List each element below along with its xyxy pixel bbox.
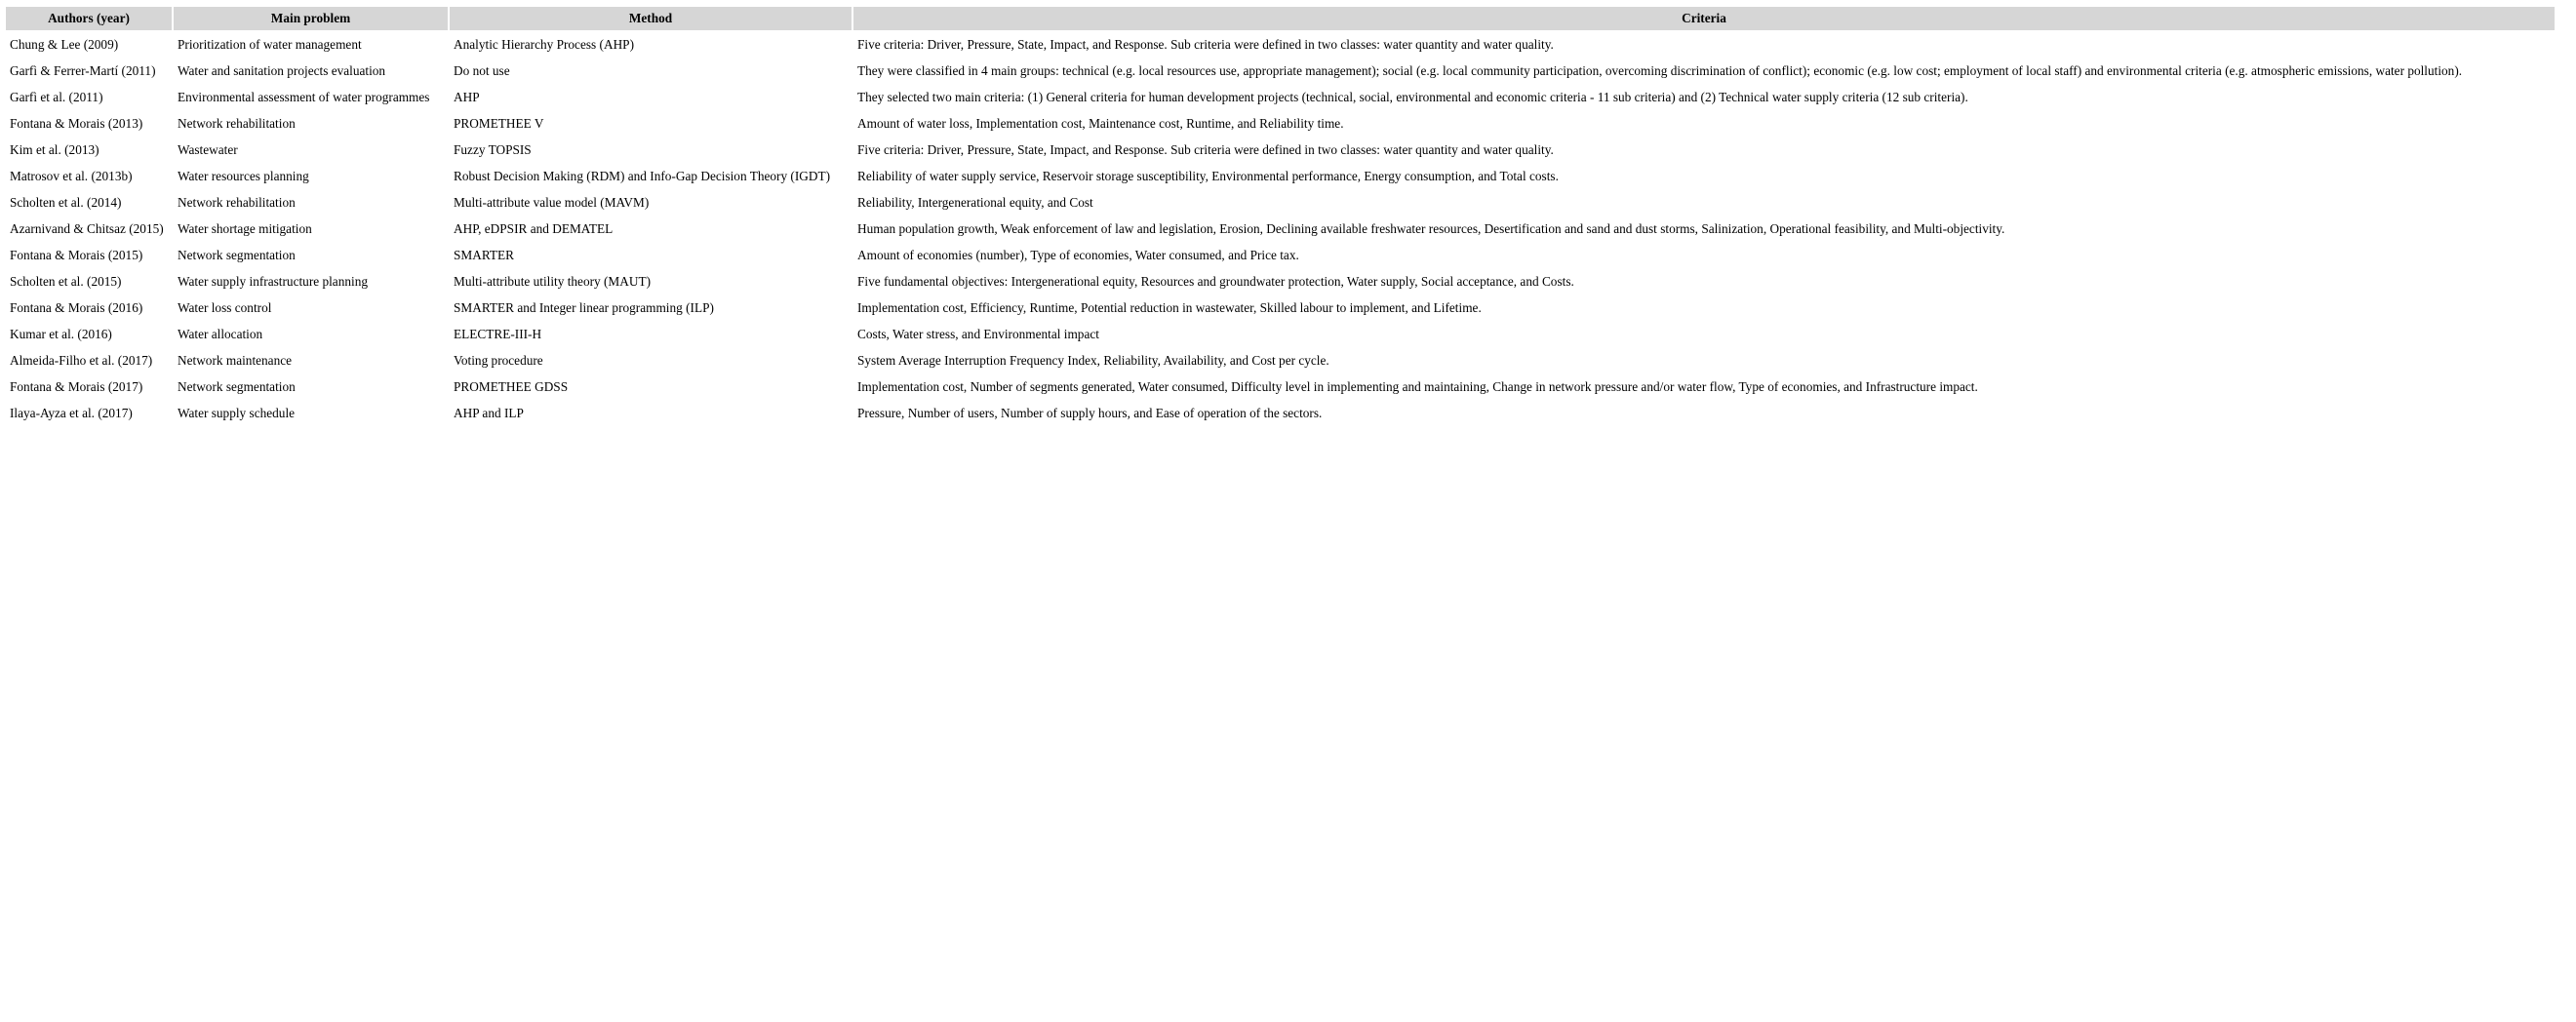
cell-main-problem: Water supply schedule — [178, 405, 296, 420]
cell-criteria: Pressure, Number of users, Number of supply hours, and Ease of operation of the sectors. — [857, 405, 1323, 420]
cell-method: AHP, eDPSIR and DEMATEL — [454, 220, 614, 236]
header-row — [6, 7, 2555, 30]
cell-main-problem: Network segmentation — [178, 378, 296, 394]
cell-main-problem: Water and sanitation projects evaluation — [178, 62, 386, 78]
cell-criteria: Amount of economies (number), Type of economies, Water consumed, and Price tax. — [857, 247, 1299, 262]
literature-review-table — [4, 5, 2556, 427]
cell-method: PROMETHEE V — [454, 115, 544, 131]
header-criteria: Criteria — [853, 7, 2555, 30]
table-row — [6, 243, 2555, 267]
cell-criteria: Costs, Water stress, and Environmental impact — [857, 326, 1099, 341]
table-row — [6, 401, 2555, 425]
cell-authors-year: Scholten et al. (2015) — [10, 273, 122, 289]
cell-method: PROMETHEE GDSS — [454, 378, 569, 394]
cell-criteria: Reliability, Intergenerational equity, and Cost — [857, 194, 1093, 210]
cell-criteria: Five criteria: Driver, Pressure, State, Impact, and Response. Sub criteria were defined in two classes: water quantity and water quality. — [857, 141, 1554, 157]
cell-method: Do not use — [454, 62, 510, 78]
table-row — [6, 269, 2555, 294]
cell-criteria: Five fundamental objectives: Intergenerational equity, Resources and groundwater protection, Water supply, Social acceptance, and Costs. — [857, 273, 1574, 289]
cell-authors-year: Scholten et al. (2014) — [10, 194, 122, 210]
cell-authors-year: Matrosov et al. (2013b) — [10, 168, 133, 183]
table-header — [6, 7, 2555, 30]
cell-authors-year: Ilaya-Ayza et al. (2017) — [10, 405, 133, 420]
header-method: Method — [450, 7, 852, 30]
cell-authors-year: Fontana & Morais (2013) — [10, 115, 143, 131]
cell-method: Multi-attribute utility theory (MAUT) — [454, 273, 652, 289]
cell-main-problem: Network maintenance — [178, 352, 293, 368]
cell-method: Multi-attribute value model (MAVM) — [454, 194, 650, 210]
cell-method: AHP — [454, 89, 480, 104]
header-authors-year: Authors (year) — [6, 7, 172, 30]
table-row — [6, 85, 2555, 109]
cell-method: SMARTER and Integer linear programming (ILP) — [454, 299, 714, 315]
table-row — [6, 32, 2555, 57]
cell-criteria: Implementation cost, Number of segments generated, Water consumed, Difficulty level in implementing and maintaining, Change in network pressure and/or water flow, Type of economies, and Infrastructure impact. — [857, 378, 1978, 394]
cell-main-problem: Water resources planning — [178, 168, 309, 183]
table-row — [6, 164, 2555, 188]
cell-criteria: Implementation cost, Efficiency, Runtime, Potential reduction in wastewater, Skilled labour to implement, and Lifetime. — [857, 299, 1482, 315]
cell-method: Fuzzy TOPSIS — [454, 141, 532, 157]
cell-main-problem: Water loss control — [178, 299, 272, 315]
cell-criteria: Reliability of water supply service, Reservoir storage susceptibility, Environmental performance, Energy consumption, and Total costs. — [857, 168, 1559, 183]
table-row — [6, 111, 2555, 136]
cell-main-problem: Prioritization of water management — [178, 36, 362, 52]
table-row — [6, 295, 2555, 320]
cell-authors-year: Azarnivand & Chitsaz (2015) — [10, 220, 164, 236]
cell-authors-year: Kim et al. (2013) — [10, 141, 99, 157]
cell-main-problem: Water supply infrastructure planning — [178, 273, 368, 289]
table-body — [6, 32, 2555, 425]
table-row — [6, 59, 2555, 83]
table-row — [6, 216, 2555, 241]
cell-authors-year: Fontana & Morais (2015) — [10, 247, 143, 262]
header-main-problem: Main problem — [174, 7, 448, 30]
table-row — [6, 322, 2555, 346]
cell-main-problem: Network rehabilitation — [178, 115, 296, 131]
table-row — [6, 190, 2555, 215]
cell-criteria: They selected two main criteria: (1) General criteria for human development projects (technical, social, environmental and economic criteria - 11 sub criteria) and (2) Technical water supply criteria (12 sub criteria). — [857, 89, 1968, 104]
cell-authors-year: Chung & Lee (2009) — [10, 36, 119, 52]
table-row — [6, 374, 2555, 399]
cell-main-problem: Wastewater — [178, 141, 238, 157]
cell-authors-year: Fontana & Morais (2017) — [10, 378, 143, 394]
cell-criteria: Five criteria: Driver, Pressure, State, Impact, and Response. Sub criteria were defined in two classes: water quantity and water quality. — [857, 36, 1554, 52]
cell-method: Voting procedure — [454, 352, 543, 368]
cell-main-problem: Network rehabilitation — [178, 194, 296, 210]
cell-criteria: System Average Interruption Frequency Index, Reliability, Availability, and Cost per cycle. — [857, 352, 1329, 368]
cell-criteria: They were classified in 4 main groups: technical (e.g. local resources use, appropriate management); social (e.g. local community participation, overcoming discrimination of conflict); economic (e.g. low cost; employment of local staff) and environmental criteria (e.g. atmospheric emissions, water pollution). — [857, 62, 2463, 78]
table-row — [6, 348, 2555, 373]
cell-method: SMARTER — [454, 247, 515, 262]
cell-criteria: Human population growth, Weak enforcement of law and legislation, Erosion, Declining available freshwater resources, Desertification and sand and dust storms, Salinization, Operational feasibility, and Multi-objectivity. — [857, 220, 2005, 236]
cell-criteria: Amount of water loss, Implementation cost, Maintenance cost, Runtime, and Reliability time. — [857, 115, 1344, 131]
table-row — [6, 138, 2555, 162]
cell-authors-year: Almeida-Filho et al. (2017) — [10, 352, 153, 368]
cell-authors-year: Garfì & Ferrer-Martí (2011) — [10, 62, 156, 78]
cell-main-problem: Water shortage mitigation — [178, 220, 312, 236]
cell-main-problem: Environmental assessment of water programmes — [178, 89, 430, 104]
table-container — [4, 5, 2556, 427]
cell-method: Analytic Hierarchy Process (AHP) — [454, 36, 634, 52]
cell-authors-year: Garfì et al. (2011) — [10, 89, 103, 104]
cell-method: Robust Decision Making (RDM) and Info-Gap Decision Theory (IGDT) — [454, 168, 831, 183]
cell-method: AHP and ILP — [454, 405, 524, 420]
cell-main-problem: Network segmentation — [178, 247, 296, 262]
cell-main-problem: Water allocation — [178, 326, 263, 341]
cell-authors-year: Kumar et al. (2016) — [10, 326, 112, 341]
cell-authors-year: Fontana & Morais (2016) — [10, 299, 143, 315]
cell-method: ELECTRE-III-H — [454, 326, 542, 341]
